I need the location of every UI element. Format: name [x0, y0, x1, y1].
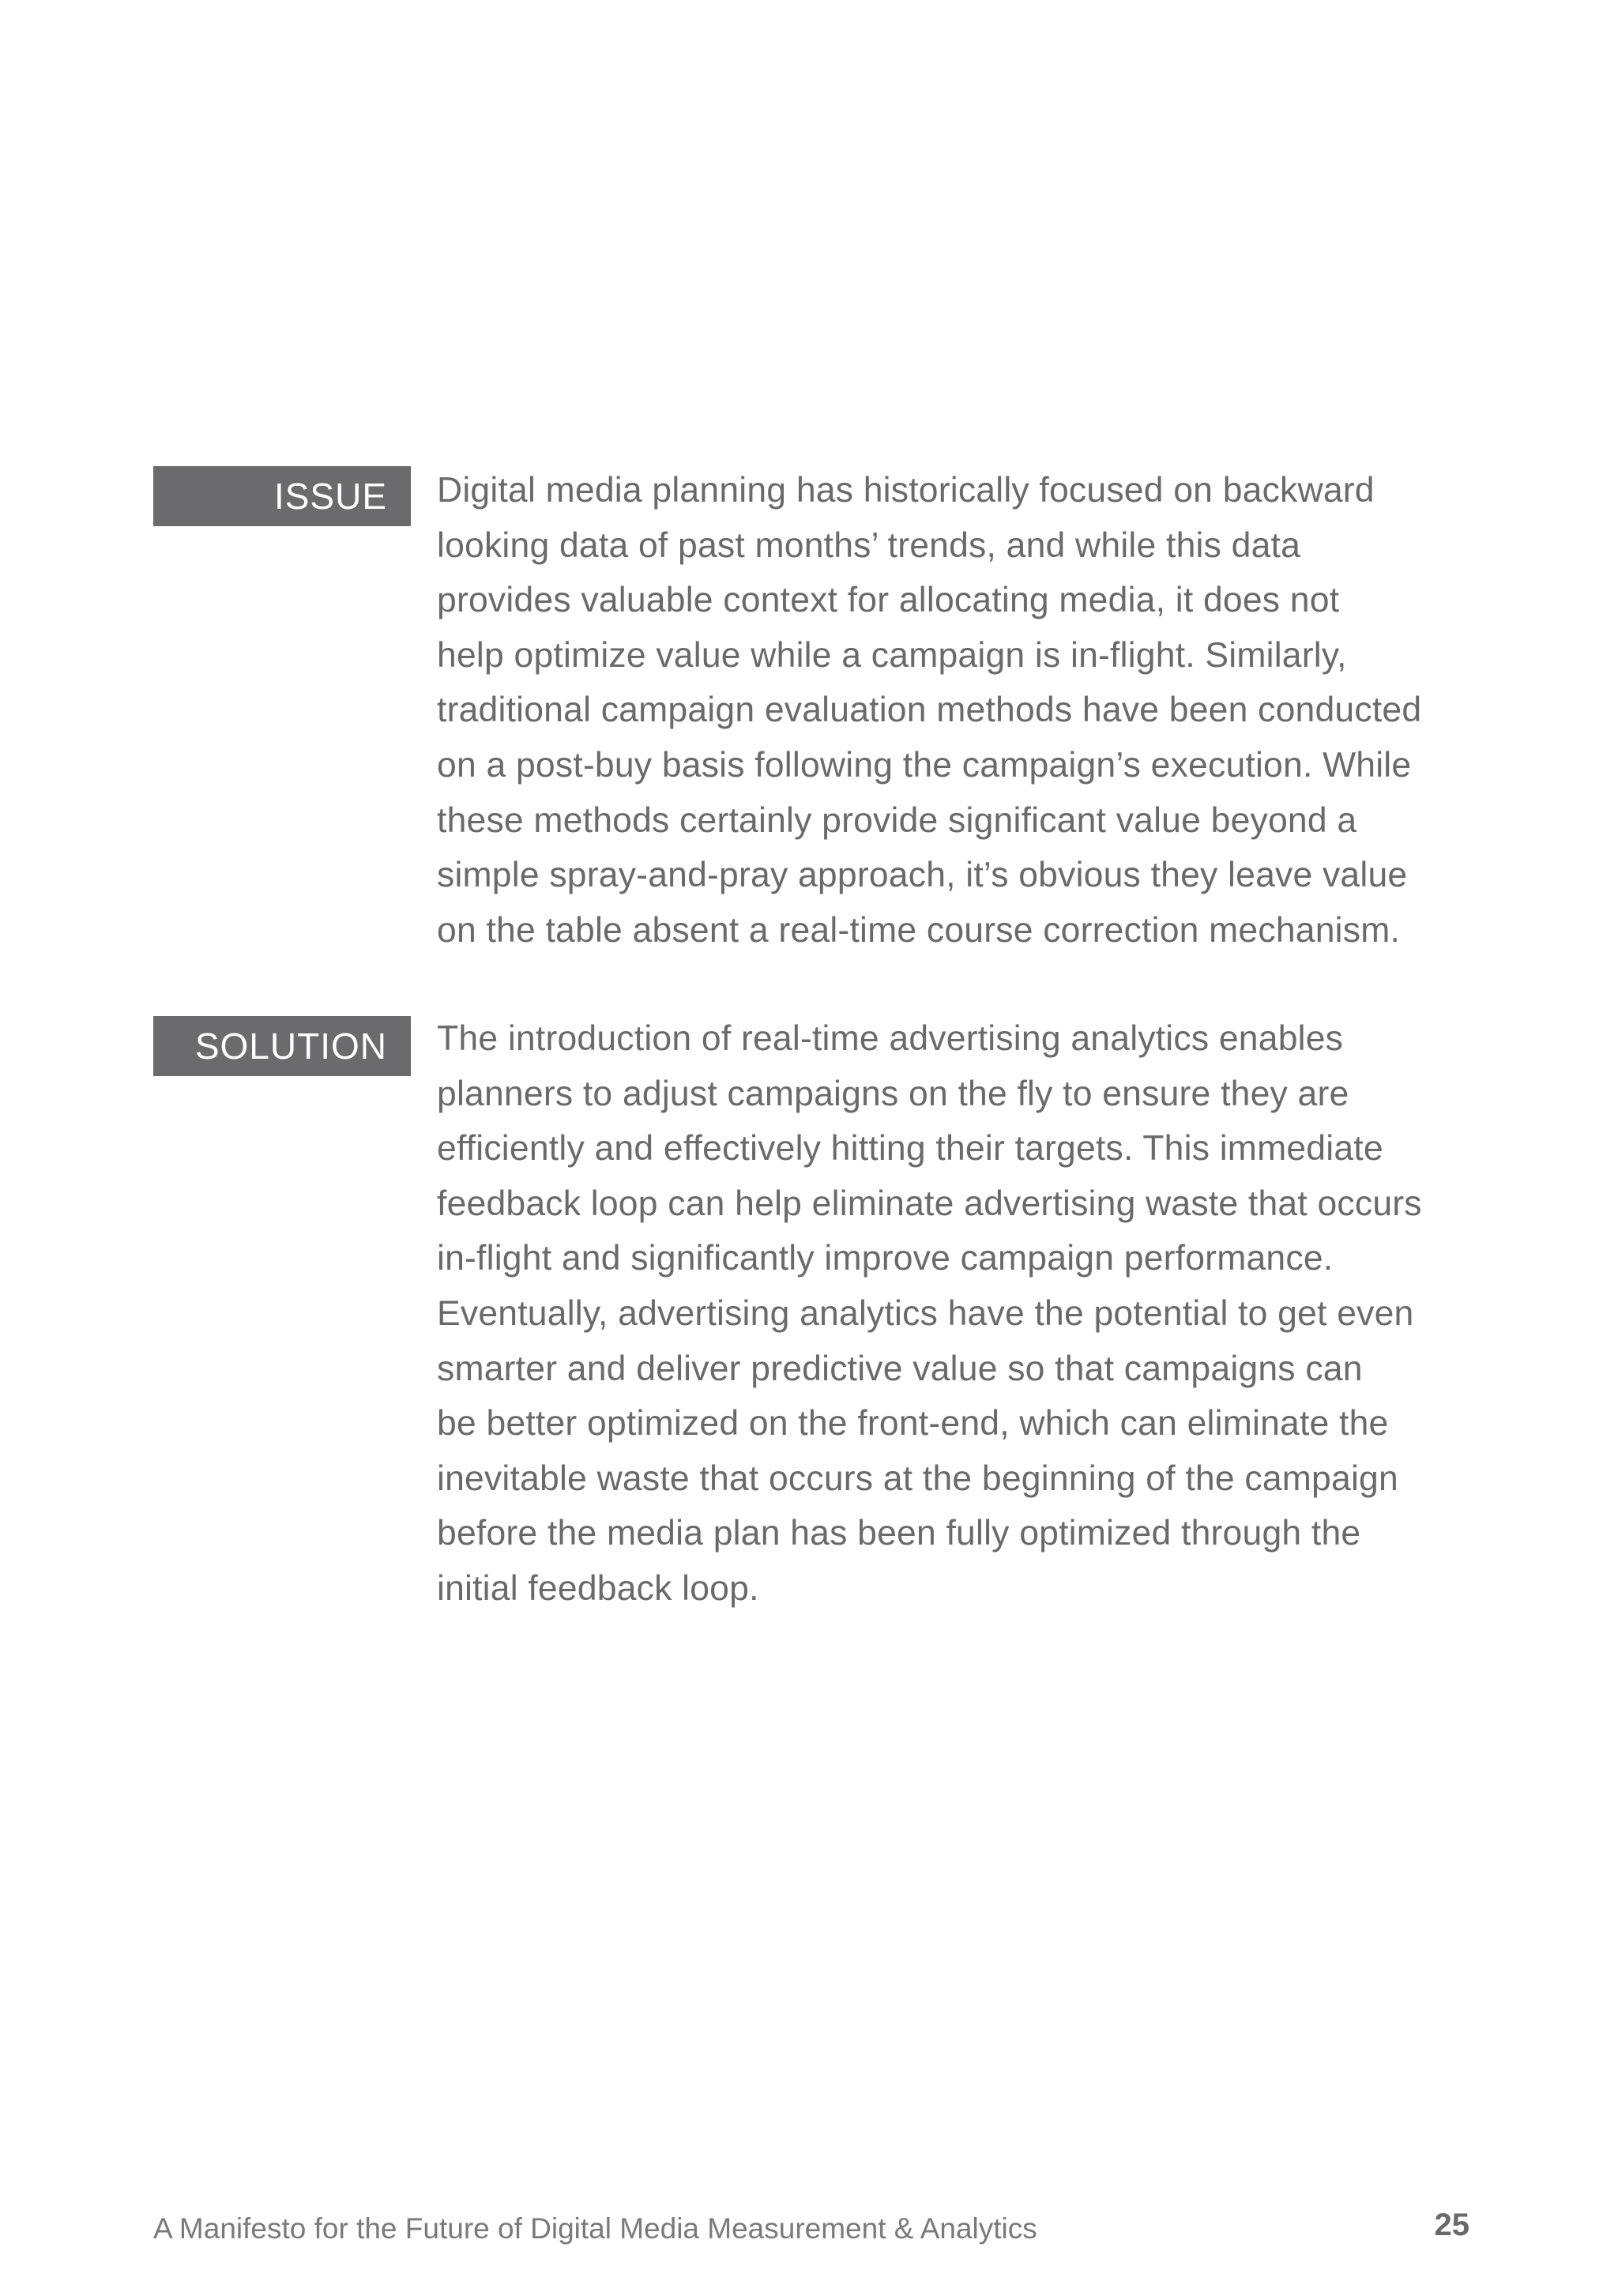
solution-line: before the media plan has been fully optimized through the [437, 1514, 1361, 1553]
solution-line: be better optimized on the front-end, which can eliminate the [437, 1404, 1389, 1443]
solution-line: Eventually, advertising analytics have the potential to get even [437, 1293, 1414, 1333]
solution-line: in-flight and significantly improve campaign performance. [437, 1239, 1334, 1278]
issue-line: traditional campaign evaluation methods have been conducted [437, 691, 1422, 730]
issue-line: looking data of past months’ trends, and while this data [437, 525, 1301, 565]
issue-paragraph [437, 463, 1488, 958]
issue-line: provides valuable context for allocating media, it does not [437, 581, 1340, 620]
solution-line: efficiently and effectively hitting their targets. This immediate [437, 1129, 1383, 1169]
issue-line: simple spray-and-pray approach, it’s obvious they leave value [437, 856, 1408, 895]
page-number: 25 [1434, 2208, 1469, 2242]
solution-paragraph [437, 1011, 1488, 1617]
page-footer [153, 2204, 1469, 2252]
issue-line: on the table absent a real-time course correction mechanism. [437, 910, 1401, 950]
solution-line: planners to adjust campaigns on the fly to ensure they are [437, 1074, 1349, 1113]
solution-label: SOLUTION [153, 1016, 411, 1076]
solution-line: initial feedback loop. [437, 1568, 759, 1608]
issue-line: on a post-buy basis following the campaign’s execution. While [437, 745, 1412, 785]
solution-line: The introduction of real-time advertising analytics enables [437, 1019, 1344, 1058]
footer-title: A Manifesto for the Future of Digital Media Measurement & Analytics [153, 2212, 1037, 2245]
issue-line: these methods certainly provide significant value beyond a [437, 800, 1357, 840]
issue-line: help optimize value while a campaign is in-flight. Similarly, [437, 635, 1347, 675]
solution-line: smarter and deliver predictive value so that campaigns can [437, 1349, 1363, 1388]
solution-line: feedback loop can help eliminate advertising waste that occurs [437, 1184, 1422, 1223]
solution-line: inevitable waste that occurs at the beginning of the campaign [437, 1459, 1398, 1498]
issue-label: ISSUE [153, 466, 411, 526]
issue-line: Digital media planning has historically focused on backward [437, 471, 1375, 510]
